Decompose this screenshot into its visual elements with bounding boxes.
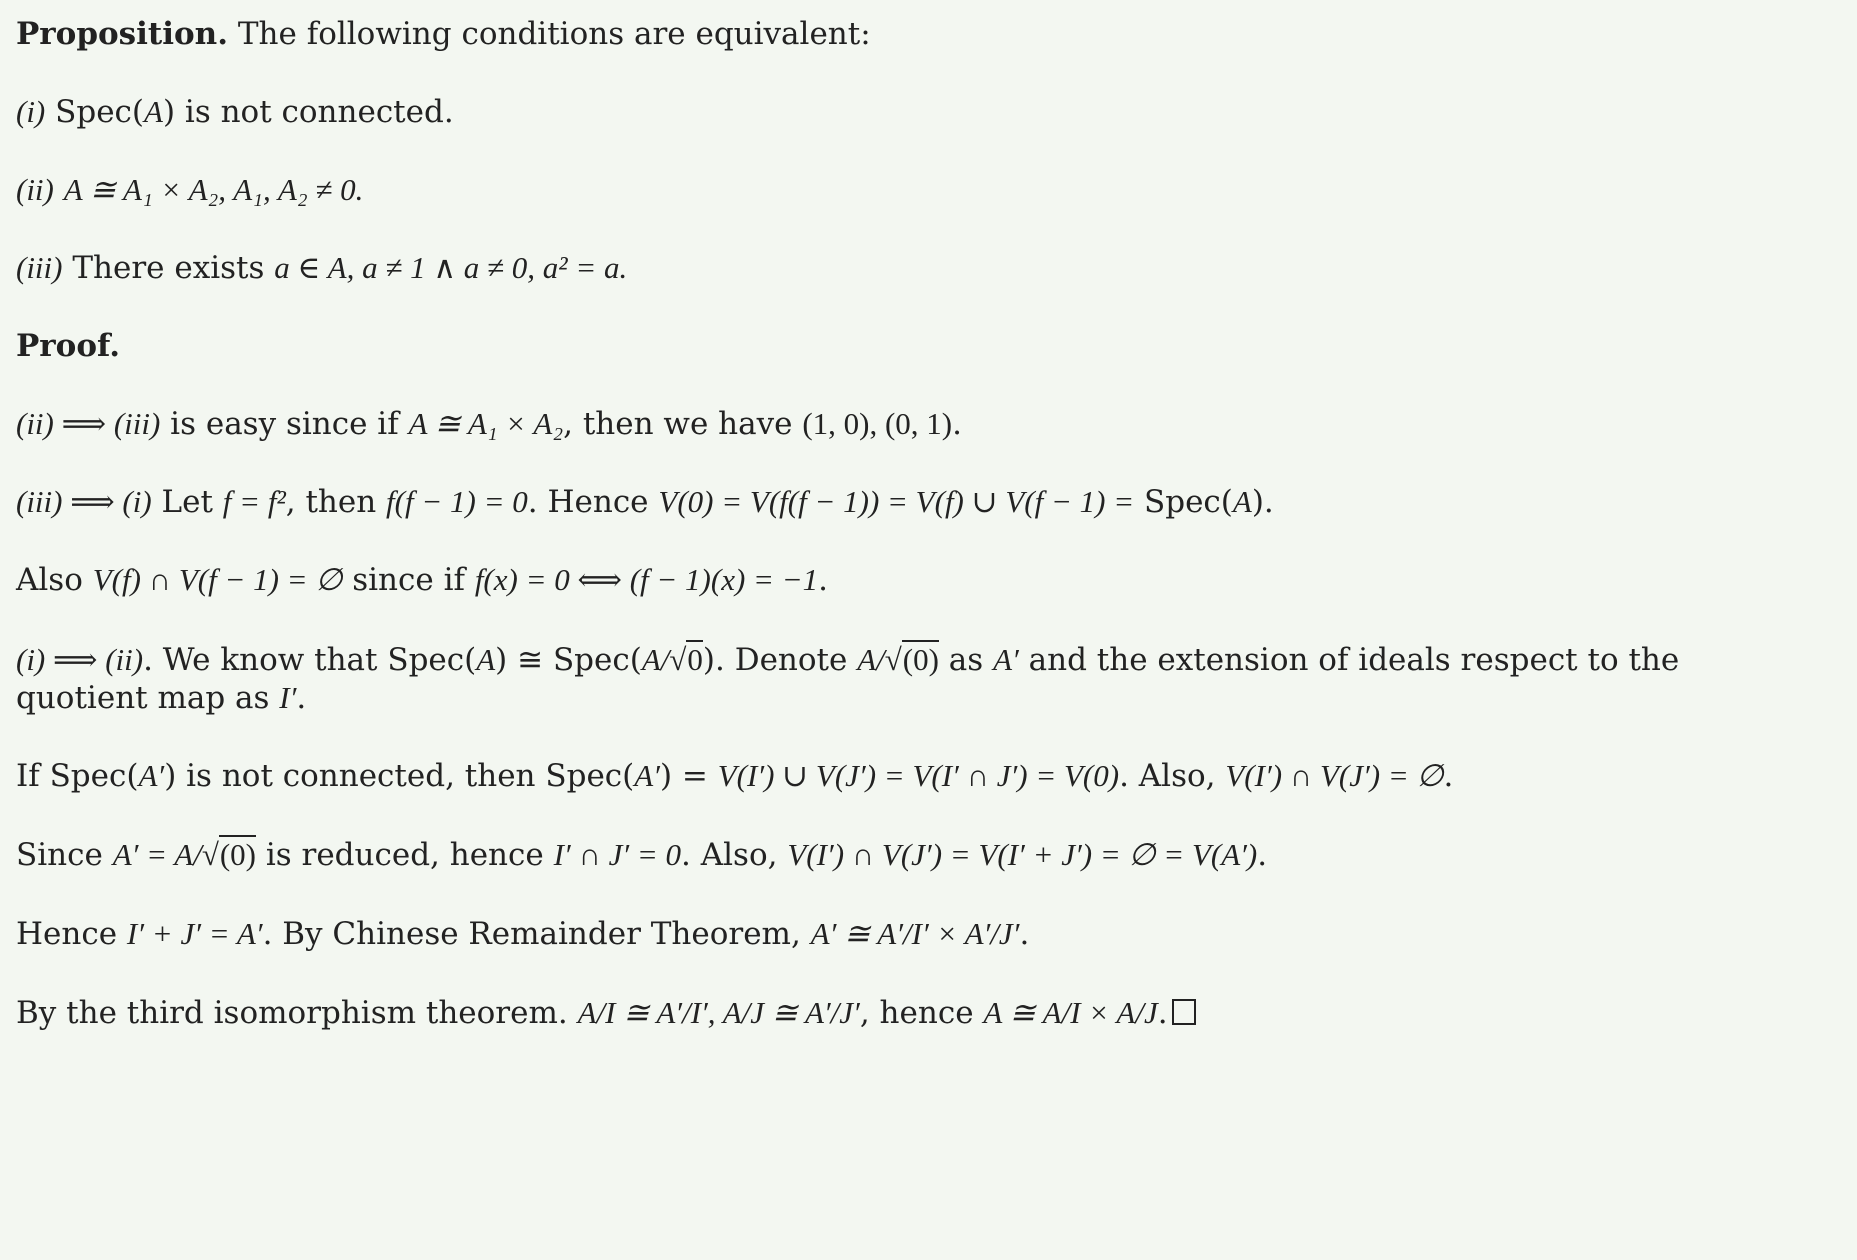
proof-text: ). Denote	[702, 642, 858, 678]
proof-step-not-connected	[16, 756, 1453, 796]
proof-text: as	[938, 642, 994, 678]
math-expression: I′ ∩ J′ = 0	[553, 837, 682, 872]
proof-text: . By Chinese Remainder Theorem,	[262, 916, 811, 952]
radicand: (0)	[902, 642, 939, 677]
math-expression: V(I′) ∩ V(J′) = ∅	[1225, 758, 1444, 793]
proposition-line	[16, 14, 871, 54]
proof-step-isomorphism	[16, 993, 1196, 1033]
math-expression: A ≅ A/I × A/J	[983, 995, 1158, 1030]
qed-square-icon	[1172, 999, 1196, 1025]
punctuation: .	[296, 680, 307, 716]
proof-text: quotient map as	[16, 680, 280, 716]
proof-text: Also	[16, 562, 93, 598]
proof-step-i-ii-continued	[16, 678, 306, 718]
proof-step-i-ii	[16, 640, 1679, 680]
condition-label: (i)	[16, 94, 46, 129]
math-expression: A/I ≅ A′/I′, A/J ≅ A′/J′	[577, 995, 860, 1030]
condition-label: (ii)	[16, 172, 54, 207]
proof-text: ) =	[659, 758, 718, 794]
math-expression: A/	[857, 642, 885, 677]
condition-iii	[16, 248, 627, 288]
square-root: √0	[669, 642, 703, 677]
math-expression: (1, 0), (0, 1)	[802, 406, 953, 441]
square-root: √(0)	[201, 837, 256, 872]
punctuation: .	[1257, 837, 1268, 873]
math-expression: I′ + J′ = A′	[126, 916, 263, 951]
math-expression: A/	[641, 642, 670, 677]
proof-step-iii-i	[16, 482, 1274, 522]
math-expression: I′	[279, 680, 297, 715]
proof-text: Since	[16, 837, 113, 873]
radicand: 0	[687, 642, 703, 677]
punctuation: .	[1019, 916, 1030, 952]
math-expression: A′	[993, 642, 1019, 677]
proof-text: and the extension of ideals respect to the	[1018, 642, 1680, 678]
proposition-heading: Proposition.	[16, 16, 229, 52]
condition-text: There exists	[72, 250, 265, 286]
proof-text: , hence	[859, 995, 984, 1031]
proof-text: . Also,	[681, 837, 788, 873]
condition-label: (iii)	[16, 250, 63, 285]
proof-text: , then we have	[563, 406, 803, 442]
radicand: (0)	[219, 837, 256, 872]
math-expression: A′ = A/	[112, 837, 202, 872]
proof-text: Let	[151, 484, 223, 520]
proof-text: Spec(	[1134, 484, 1233, 520]
implication: (iii) ⟹ (i)	[16, 484, 152, 519]
math-expression: f(f − 1) = 0	[386, 484, 528, 519]
proof-text: is easy since if	[160, 406, 409, 442]
proof-text: Hence	[16, 916, 127, 952]
proof-step-ii-iii	[16, 404, 962, 444]
proof-text: . We know that Spec(	[143, 642, 477, 678]
math-expression: A′	[634, 758, 660, 793]
math-expression: V(I′) ∪ V(J′) = V(I′ ∩ J′) = V(0)	[717, 758, 1120, 793]
math-expression: V(0) = V(f(f − 1)) = V(f) ∪ V(f − 1) =	[658, 484, 1135, 519]
math-expression: A	[1232, 484, 1252, 519]
proof-text: is reduced, hence	[255, 837, 554, 873]
math-expression: A ≅ A₁ × A₂, A₁, A₂ ≠ 0.	[63, 172, 364, 207]
math-expression: V(f) ∩ V(f − 1) = ∅	[92, 562, 343, 597]
punctuation: .	[818, 562, 828, 598]
punctuation: .	[952, 406, 962, 442]
math-expression: a ∈ A, a ≠ 1 ∧ a ≠ 0, a² = a.	[274, 250, 628, 285]
proof-text: By the third isomorphism theorem.	[16, 995, 578, 1031]
proof-step-reduced	[16, 835, 1267, 875]
condition-text: Spec(	[55, 94, 145, 130]
math-expression: V(I′) ∩ V(J′) = V(I′ + J′) = ∅ = V(A′)	[787, 837, 1258, 872]
implication: (ii) ⟹ (iii)	[16, 406, 161, 441]
condition-text: ) is not connected.	[162, 94, 454, 130]
proof-text: If Spec(	[16, 758, 139, 794]
punctuation: ).	[1251, 484, 1274, 520]
proof-text: . Also,	[1119, 758, 1226, 794]
proof-heading: Proof.	[16, 328, 121, 364]
math-expression: A ≅ A₁ × A₂	[408, 406, 564, 441]
math-expression: f = f²	[222, 484, 286, 519]
proof-text: . Hence	[527, 484, 659, 520]
proposition-intro: The following conditions are equivalent:	[237, 16, 871, 52]
proof-step-crt	[16, 914, 1029, 954]
proof-text: , then	[285, 484, 387, 520]
punctuation: .	[1443, 758, 1454, 794]
implication: (i) ⟹ (ii)	[16, 642, 144, 677]
math-expression: f(x) = 0 ⟺ (f − 1)(x) = −1	[474, 562, 819, 597]
math-expression: A	[144, 94, 163, 129]
condition-i	[16, 92, 454, 132]
proof-text: ) ≅ Spec(	[495, 642, 642, 678]
math-expression: A	[476, 642, 496, 677]
condition-ii	[16, 170, 363, 210]
punctuation: .	[1157, 995, 1168, 1031]
math-expression: A′	[138, 758, 165, 793]
proof-text: ) is not connected, then Spec(	[164, 758, 635, 794]
math-expression: A′ ≅ A′/I′ × A′/J′	[810, 916, 1020, 951]
proof-text: since if	[342, 562, 475, 598]
square-root: √(0)	[884, 642, 939, 677]
proof-step-disjoint	[16, 560, 828, 600]
